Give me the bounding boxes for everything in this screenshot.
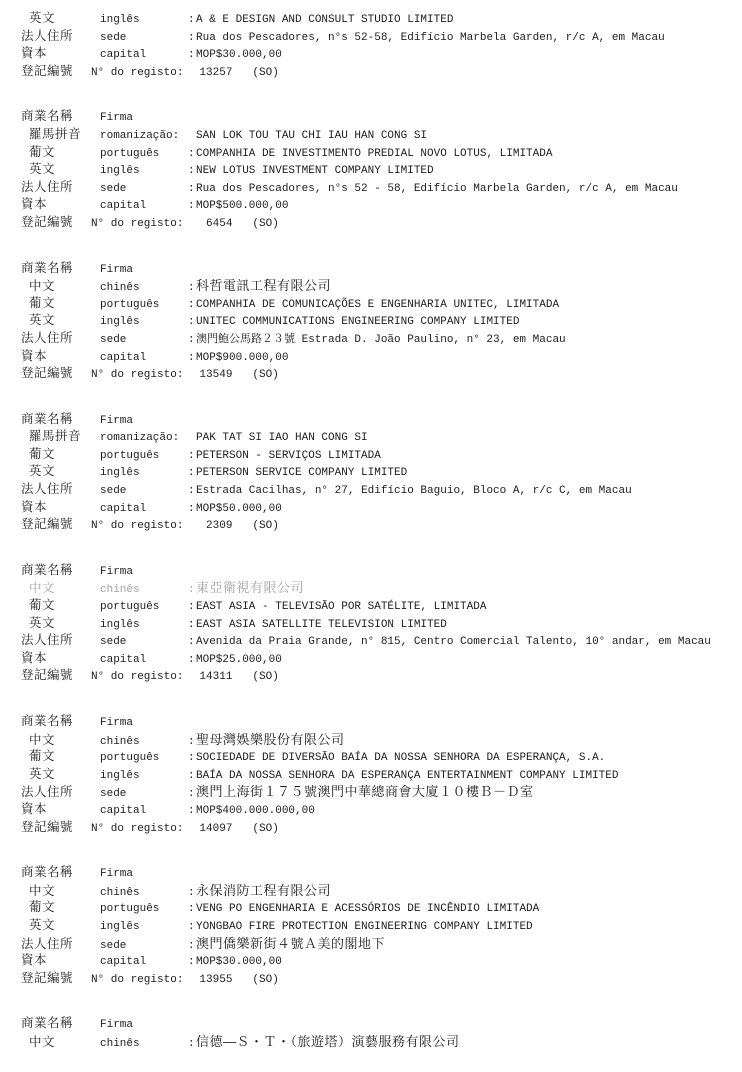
registration-number: 6454 xyxy=(206,217,233,230)
record-row xyxy=(21,746,736,764)
label-zh: 資本 xyxy=(21,197,48,212)
company-record xyxy=(21,258,736,381)
registration-number: 14311 xyxy=(199,671,233,684)
label-zh: 法人住所 xyxy=(21,330,74,345)
label-zh: 登記編號 xyxy=(21,63,74,78)
field-value: SOCIEDADE DE DIVERSÃO BAÍA DA NOSSA SENHORA DA ESPERANÇA, S.A. xyxy=(196,752,606,765)
record-header-row xyxy=(21,862,736,880)
field-value: Avenida da Praia Grande, n° 815, Centro Comercial Talento, 10° andar, em Macau xyxy=(196,636,711,649)
label-zh: 英文 xyxy=(29,917,56,932)
label-pt: inglês xyxy=(100,769,140,782)
field-value: 東亞衛視有限公司 xyxy=(196,580,305,596)
record-row xyxy=(21,43,736,61)
label-pt: sede xyxy=(100,182,127,195)
field-value: YONGBAO FIRE PROTECTION ENGINEERING COMPANY LIMITED xyxy=(196,920,533,933)
record-row xyxy=(21,648,736,666)
record-row xyxy=(21,577,736,595)
record-row xyxy=(21,124,736,142)
label-pt: sede xyxy=(100,485,127,498)
field-value: COMPANHIA DE COMUNICAÇÕES E ENGENHARIA UNITEC, LIMITADA xyxy=(196,298,560,311)
label-pt: português xyxy=(100,752,160,765)
colon-separator: : xyxy=(188,316,195,329)
company-record xyxy=(21,8,736,78)
label-zh: 商業名稱 xyxy=(21,865,74,880)
label-pt: chinês xyxy=(100,282,140,295)
colon-separator: : xyxy=(188,939,195,952)
label-pt: chinês xyxy=(100,1037,140,1050)
label-zh: 英文 xyxy=(29,464,56,479)
label-pt: capital xyxy=(100,502,147,515)
colon-separator: : xyxy=(188,298,195,311)
label-zh: 登記編號 xyxy=(21,819,74,834)
field-value: PETERSON SERVICE COMPANY LIMITED xyxy=(196,467,408,480)
record-row xyxy=(21,1031,736,1049)
colon-separator: : xyxy=(188,653,195,666)
record-header-row xyxy=(21,409,736,427)
record-row xyxy=(21,613,736,631)
registration-note: (SO) xyxy=(252,369,279,382)
label-zh: 法人住所 xyxy=(21,936,74,951)
colon-separator: : xyxy=(188,1037,195,1050)
record-row xyxy=(21,310,736,328)
label-pt: inglês xyxy=(100,920,140,933)
colon-separator: : xyxy=(188,31,195,44)
label-zh: 葡文 xyxy=(29,144,56,159)
record-row xyxy=(21,479,736,497)
record-row xyxy=(21,665,736,683)
label-zh: 法人住所 xyxy=(21,633,74,648)
record-row xyxy=(21,968,736,986)
registration-number: 13257 xyxy=(199,66,233,79)
record-header-row xyxy=(21,560,736,578)
record-row xyxy=(21,729,736,747)
colon-separator: : xyxy=(188,618,195,631)
label-zh: 法人住所 xyxy=(21,28,74,43)
field-value: SAN LOK TOU TAU CHI IAU HAN CONG SI xyxy=(196,129,428,142)
field-value: MOP$400.000.000,00 xyxy=(196,804,315,817)
company-record xyxy=(21,862,736,985)
label-zh: 商業名稱 xyxy=(21,411,74,426)
label-zh: 法人住所 xyxy=(21,785,74,800)
field-value: MOP$25.000,00 xyxy=(196,653,282,666)
label-zh: 英文 xyxy=(29,313,56,328)
label-pt: romanização: xyxy=(100,432,180,445)
label-pt: N° do registo: xyxy=(91,369,184,382)
label-pt: sede xyxy=(100,333,127,346)
colon-separator: : xyxy=(188,788,195,801)
label-pt: inglês xyxy=(100,467,140,480)
label-zh: 中文 xyxy=(29,883,56,898)
record-header-row xyxy=(21,711,736,729)
field-value: BAÍA DA NOSSA SENHORA DA ESPERANÇA ENTERTAINMENT COMPANY LIMITED xyxy=(196,769,619,782)
field-value: Rua dos Pescadores, n°s 52-58, Edifício Marbela Garden, r/c A, em Macau xyxy=(196,31,665,44)
label-pt: N° do registo: xyxy=(91,66,184,79)
record-row xyxy=(21,595,736,613)
label-pt: Firma xyxy=(100,112,134,125)
record-row xyxy=(21,514,736,532)
company-record xyxy=(21,409,736,532)
label-zh: 葡文 xyxy=(29,749,56,764)
field-value: 永保消防工程有限公司 xyxy=(196,882,332,898)
label-zh: 資本 xyxy=(21,650,48,665)
label-zh: 商業名稱 xyxy=(21,562,74,577)
colon-separator: : xyxy=(188,49,195,62)
label-pt: N° do registo: xyxy=(91,822,184,835)
record-row xyxy=(21,26,736,44)
label-zh: 英文 xyxy=(29,11,56,25)
registration-number: 13549 xyxy=(199,369,233,382)
label-zh: 資本 xyxy=(21,499,48,514)
label-pt: Firma xyxy=(100,263,134,276)
label-pt: Firma xyxy=(100,717,134,729)
record-row xyxy=(21,799,736,817)
field-value: 信德—Ｓ・Ｔ・（旅遊塔）演藝服務有限公司 xyxy=(196,1033,460,1049)
label-zh: 登記編號 xyxy=(21,970,74,985)
colon-separator: : xyxy=(188,282,195,295)
field-value: EAST ASIA - TELEVISÃO POR SATÉLITE, LIMITADA xyxy=(196,601,487,614)
record-row xyxy=(21,497,736,515)
record-row xyxy=(21,363,736,381)
label-pt: chinês xyxy=(100,886,140,899)
label-pt: sede xyxy=(100,939,127,952)
registration-number: 14097 xyxy=(199,822,233,835)
label-pt: inglês xyxy=(100,618,140,631)
label-zh: 法人住所 xyxy=(21,179,74,194)
field-value: 澳門僑樂新街４號Ａ美的閣地下 xyxy=(196,935,386,951)
label-pt: chinês xyxy=(100,584,140,597)
label-pt: sede xyxy=(100,31,127,44)
label-pt: capital xyxy=(100,956,147,969)
label-pt: Firma xyxy=(100,565,134,578)
record-row xyxy=(21,346,736,364)
label-pt: sede xyxy=(100,636,127,649)
company-record xyxy=(21,106,736,229)
label-pt: português xyxy=(100,449,160,462)
registration-note: (SO) xyxy=(252,822,279,835)
label-pt: português xyxy=(100,601,160,614)
registration-note: (SO) xyxy=(252,973,279,986)
field-value: Estrada Cacilhas, n° 27, Edifício Baguio, Bloco A, r/c C, em Macau xyxy=(196,485,632,498)
colon-separator: : xyxy=(188,752,195,765)
registration-note: (SO) xyxy=(252,520,279,533)
colon-separator: : xyxy=(188,351,195,364)
label-zh: 英文 xyxy=(29,162,56,177)
label-zh: 資本 xyxy=(21,801,48,816)
colon-separator: : xyxy=(188,165,195,178)
colon-separator: : xyxy=(188,886,195,899)
company-record xyxy=(21,1013,736,1048)
record-row xyxy=(21,142,736,160)
field-value: 聖母灣娛樂股份有限公司 xyxy=(196,731,345,747)
colon-separator: : xyxy=(188,333,195,346)
field-value: PAK TAT SI IAO HAN CONG SI xyxy=(196,432,368,445)
field-value: UNITEC COMMUNICATIONS ENGINEERING COMPANY LIMITED xyxy=(196,316,520,329)
colon-separator: : xyxy=(188,182,195,195)
record-row xyxy=(21,461,736,479)
label-zh: 商業名稱 xyxy=(21,1016,74,1031)
record-row xyxy=(21,293,736,311)
label-zh: 法人住所 xyxy=(21,482,74,497)
colon-separator: : xyxy=(188,636,195,649)
label-pt: Firma xyxy=(100,1019,134,1032)
label-pt: Firma xyxy=(100,414,134,427)
registration-number: 2309 xyxy=(206,520,233,533)
field-value: 澳門上海街１７５號澳門中華總商會大廈１０樓Ｂ－Ｄ室 xyxy=(196,784,534,800)
label-pt: sede xyxy=(100,788,127,801)
label-zh: 葡文 xyxy=(29,900,56,915)
label-zh: 登記編號 xyxy=(21,214,74,229)
colon-separator: : xyxy=(188,200,195,213)
record-row xyxy=(21,897,736,915)
record-row xyxy=(21,328,736,346)
field-value: NEW LOTUS INVESTMENT COMPANY LIMITED xyxy=(196,165,434,178)
record-row xyxy=(21,177,736,195)
label-zh: 葡文 xyxy=(29,446,56,461)
field-value: 澳門鮑公馬路２３號 Estrada D. João Paulino, n° 23, em Macau xyxy=(196,333,566,346)
colon-separator: : xyxy=(188,449,195,462)
label-zh: 羅馬拼音 xyxy=(29,126,82,141)
record-row xyxy=(21,194,736,212)
record-row xyxy=(21,915,736,933)
colon-separator: : xyxy=(188,601,195,614)
colon-separator: : xyxy=(188,956,195,969)
registration-note: (SO) xyxy=(252,66,279,79)
colon-separator: : xyxy=(188,903,195,916)
field-value: COMPANHIA DE INVESTIMENTO PREDIAL NOVO LOTUS, LIMITADA xyxy=(196,147,553,160)
field-value: MOP$50.000,00 xyxy=(196,502,282,515)
field-value: MOP$500.000,00 xyxy=(196,200,289,213)
label-zh: 英文 xyxy=(29,766,56,781)
label-pt: inglês xyxy=(100,316,140,329)
colon-separator: : xyxy=(188,920,195,933)
label-pt: romanização: xyxy=(100,129,180,142)
field-value: VENG PO ENGENHARIA E ACESSÓRIOS DE INCÊNDIO LIMITADA xyxy=(196,903,540,916)
field-value: MOP$30.000,00 xyxy=(196,956,282,969)
label-zh: 葡文 xyxy=(29,295,56,310)
label-pt: N° do registo: xyxy=(91,217,184,230)
label-zh: 中文 xyxy=(29,279,56,294)
colon-separator: : xyxy=(188,485,195,498)
colon-separator: : xyxy=(188,584,195,597)
field-value: EAST ASIA SATELLITE TELEVISION LIMITED xyxy=(196,618,447,631)
label-zh: 資本 xyxy=(21,348,48,363)
label-zh: 商業名稱 xyxy=(21,260,74,275)
label-pt: capital xyxy=(100,804,147,817)
colon-separator: : xyxy=(188,804,195,817)
label-pt: capital xyxy=(100,351,147,364)
label-zh: 資本 xyxy=(21,953,48,968)
label-zh: 資本 xyxy=(21,46,48,61)
label-pt: capital xyxy=(100,653,147,666)
record-row xyxy=(21,764,736,782)
record-row xyxy=(21,61,736,79)
record-header-row xyxy=(21,258,736,276)
registration-note: (SO) xyxy=(252,671,279,684)
colon-separator: : xyxy=(188,502,195,515)
label-zh: 英文 xyxy=(29,615,56,630)
record-row xyxy=(21,275,736,293)
record-row xyxy=(21,950,736,968)
label-pt: capital xyxy=(100,49,147,62)
label-zh: 登記編號 xyxy=(21,366,74,381)
record-row xyxy=(21,933,736,951)
record-row xyxy=(21,781,736,799)
record-row xyxy=(21,159,736,177)
label-pt: inglês xyxy=(100,165,140,178)
label-zh: 羅馬拼音 xyxy=(29,429,82,444)
record-row xyxy=(21,444,736,462)
label-pt: N° do registo: xyxy=(91,520,184,533)
label-pt: português xyxy=(100,298,160,311)
label-pt: chinês xyxy=(100,735,140,748)
company-record xyxy=(21,711,736,834)
colon-separator: : xyxy=(188,147,195,160)
label-zh: 中文 xyxy=(29,581,56,596)
label-pt: Firma xyxy=(100,868,134,881)
label-zh: 中文 xyxy=(29,732,56,747)
record-row xyxy=(21,212,736,230)
record-row xyxy=(21,8,736,26)
field-value: Rua dos Pescadores, n°s 52 - 58, Edifício Marbela Garden, r/c A, em Macau xyxy=(196,182,678,195)
field-value: A & E DESIGN AND CONSULT STUDIO LIMITED xyxy=(196,14,454,26)
label-zh: 中文 xyxy=(29,1034,56,1049)
record-row xyxy=(21,630,736,648)
field-value: MOP$900.000,00 xyxy=(196,351,289,364)
label-pt: português xyxy=(100,147,160,160)
label-pt: português xyxy=(100,903,160,916)
company-record xyxy=(21,560,736,683)
field-value: PETERSON - SERVIÇOS LIMITADA xyxy=(196,449,381,462)
registration-note: (SO) xyxy=(252,217,279,230)
label-pt: N° do registo: xyxy=(91,973,184,986)
colon-separator: : xyxy=(188,14,195,26)
colon-separator: : xyxy=(188,735,195,748)
label-zh: 商業名稱 xyxy=(21,714,74,728)
label-zh: 登記編號 xyxy=(21,517,74,532)
record-header-row xyxy=(21,1013,736,1031)
field-value: 科哲電訊工程有限公司 xyxy=(196,278,332,294)
label-pt: inglês xyxy=(100,14,140,26)
label-zh: 葡文 xyxy=(29,598,56,613)
label-zh: 登記編號 xyxy=(21,668,74,683)
label-pt: N° do registo: xyxy=(91,671,184,684)
record-row xyxy=(21,426,736,444)
record-row xyxy=(21,880,736,898)
registration-number: 13955 xyxy=(199,973,233,986)
colon-separator: : xyxy=(188,467,195,480)
label-pt: capital xyxy=(100,200,147,213)
record-row xyxy=(21,817,736,835)
colon-separator: : xyxy=(188,769,195,782)
label-zh: 商業名稱 xyxy=(21,109,74,124)
field-value: MOP$30.000,00 xyxy=(196,49,282,62)
record-header-row xyxy=(21,106,736,124)
